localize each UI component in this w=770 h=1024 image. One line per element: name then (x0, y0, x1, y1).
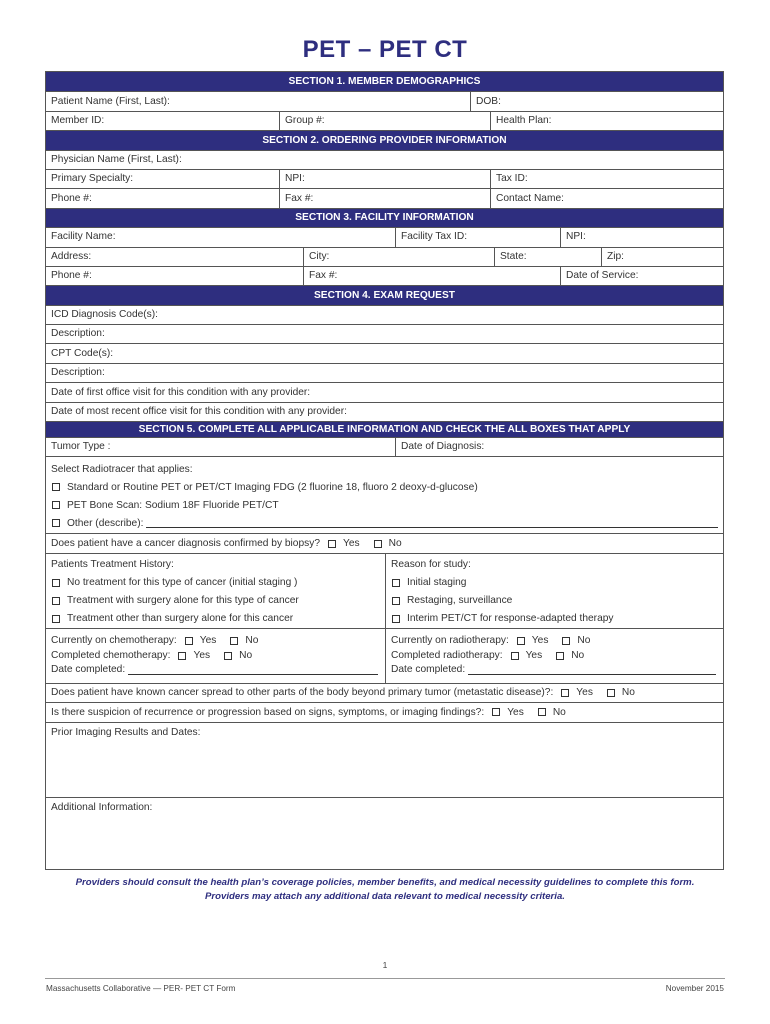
provider-notice (0, 876, 770, 904)
treatment-option-none[interactable]: No treatment for this type of cancer (initial staging ) (51, 574, 380, 592)
date-of-diagnosis-field[interactable]: Date of Diagnosis: (395, 438, 723, 456)
provider-phone-field[interactable]: Phone #: (51, 192, 92, 204)
exam-row-desc-2 (46, 363, 723, 382)
checkbox-recurrence-yes[interactable] (492, 708, 500, 716)
state-field[interactable]: State: (494, 248, 601, 266)
page-title: PET – PET CT (302, 36, 468, 63)
treatment-option-other[interactable]: Treatment other than surgery alone for this cancer (51, 610, 380, 628)
chemotherapy-group (46, 629, 386, 683)
member-row-1 (46, 91, 723, 110)
checkbox-no-treatment[interactable] (52, 579, 60, 587)
checkbox-biopsy-no[interactable] (374, 540, 382, 548)
biopsy-question: Does patient have a cancer diagnosis confirmed by biopsy? Yes No (51, 537, 402, 549)
biopsy-row (46, 533, 723, 552)
checkbox-recurrence-no[interactable] (538, 708, 546, 716)
notice-line-1: Providers should consult the health plan’s coverage policies, member benefits, and medical necessity guidelines to complete this form. (75, 877, 695, 888)
checkbox-other[interactable] (52, 519, 60, 527)
radiotracer-option-fdg[interactable]: Standard or Routine PET or PET/CT Imaging FDG (2 fluorine 18, fluoro 2 deoxy-d-glucose) (51, 478, 718, 496)
checkbox-interim-pet[interactable] (392, 615, 400, 623)
zip-field[interactable]: Zip: (601, 248, 723, 266)
provider-fax-field[interactable]: Fax #: (279, 189, 490, 207)
provider-row-3 (46, 188, 723, 207)
exam-row-cpt (46, 343, 723, 362)
prior-imaging-row (46, 722, 723, 797)
facility-tax-id-field[interactable]: Facility Tax ID: (395, 228, 560, 246)
provider-npi-field[interactable]: NPI: (279, 170, 490, 188)
other-describe-line[interactable] (146, 518, 718, 528)
footer-divider (45, 978, 725, 979)
checkbox-biopsy-yes[interactable] (328, 540, 336, 548)
treatment-history-group (46, 554, 386, 628)
reason-label: Reason for study: (391, 558, 471, 570)
radiotracer-group (46, 457, 723, 533)
reason-option-interim[interactable]: Interim PET/CT for response-adapted therapy (391, 610, 718, 628)
physician-name-field[interactable]: Physician Name (First, Last): (51, 153, 182, 165)
checkbox-surgery-alone[interactable] (52, 597, 60, 605)
address-field[interactable]: Address: (51, 250, 92, 262)
recent-visit-date-field[interactable]: Date of most recent office visit for this condition with any provider: (51, 405, 347, 417)
reason-for-study-group (386, 554, 723, 628)
primary-specialty-field[interactable]: Primary Specialty: (51, 173, 134, 185)
section-3-header-row (46, 208, 723, 227)
checkbox-radio-completed-yes[interactable] (511, 652, 519, 660)
completed-radio-line: Completed radiotherapy: Yes No (391, 649, 585, 661)
checkbox-radio-completed-no[interactable] (556, 652, 564, 660)
dob-field[interactable]: DOB: (470, 92, 723, 110)
completed-chemo-line: Completed chemotherapy: Yes No (51, 649, 253, 661)
radiotracer-option-other[interactable]: Other (describe): (51, 514, 718, 532)
section-4-header: SECTION 4. EXAM REQUEST (46, 286, 723, 304)
cpt-codes-field[interactable]: CPT Code(s): (51, 347, 114, 359)
section-5-header-row (46, 421, 723, 437)
facility-npi-field[interactable]: NPI: (560, 228, 723, 246)
treatment-option-surgery[interactable]: Treatment with surgery alone for this type of cancer (51, 592, 380, 610)
checkbox-metastatic-yes[interactable] (561, 689, 569, 697)
tax-id-field[interactable]: Tax ID: (490, 170, 723, 188)
cpt-description-field[interactable]: Description: (51, 367, 105, 379)
contact-name-field[interactable]: Contact Name: (490, 189, 723, 207)
checkbox-chemo-completed-yes[interactable] (178, 652, 186, 660)
checkbox-chemo-completed-no[interactable] (224, 652, 232, 660)
health-plan-field[interactable]: Health Plan: (490, 112, 723, 130)
recurrence-question: Is there suspicion of recurrence or progression based on signs, symptoms, or imaging findings?: Yes No (51, 706, 566, 718)
additional-info-field[interactable]: Additional Information: (51, 801, 153, 813)
section-2-header: SECTION 2. ORDERING PROVIDER INFORMATION (46, 131, 723, 149)
checkbox-metastatic-no[interactable] (607, 689, 615, 697)
exam-row-desc-1 (46, 324, 723, 343)
member-row-2 (46, 111, 723, 130)
radio-date-completed-line: Date completed: (391, 663, 718, 678)
page-number: 1 (382, 960, 388, 970)
additional-info-row (46, 797, 723, 869)
section-4-header-row (46, 285, 723, 304)
facility-name-field[interactable]: Facility Name: (51, 231, 116, 243)
facility-row-2 (46, 247, 723, 266)
radiotracer-option-bone-scan[interactable]: PET Bone Scan: Sodium 18F Fluoride PET/CT (51, 496, 718, 514)
radiotherapy-group (386, 629, 723, 683)
footer-form-name: Massachusetts Collaborative — PER- PET CT Form (46, 984, 236, 993)
checkbox-chemo-current-no[interactable] (230, 637, 238, 645)
facility-row-3 (46, 266, 723, 285)
checkbox-restaging[interactable] (392, 597, 400, 605)
section-2-header-row (46, 130, 723, 149)
radiotracer-row (46, 456, 723, 533)
radio-date-completed-input[interactable] (468, 665, 716, 675)
section-1-header: SECTION 1. MEMBER DEMOGRAPHICS (46, 72, 723, 91)
radiotracer-label: Select Radiotracer that applies: (51, 463, 193, 475)
group-field[interactable]: Group #: (279, 112, 490, 130)
section-5-header: SECTION 5. COMPLETE ALL APPLICABLE INFORMATION AND CHECK THE ALL BOXES THAT APPLY (46, 422, 723, 437)
checkbox-initial-staging[interactable] (392, 579, 400, 587)
facility-row-1 (46, 227, 723, 246)
current-chemo-line: Currently on chemotherapy: Yes No (51, 635, 259, 647)
prior-imaging-field[interactable]: Prior Imaging Results and Dates: (51, 726, 201, 738)
treatment-reason-row (46, 553, 723, 628)
checkbox-chemo-current-yes[interactable] (185, 637, 193, 645)
chemo-date-completed-input[interactable] (128, 665, 378, 675)
first-visit-date-field[interactable]: Date of first office visit for this condition with any provider: (51, 386, 311, 398)
tumor-type-field[interactable]: Tumor Type : (51, 441, 111, 453)
facility-phone-field[interactable]: Phone #: (51, 270, 92, 282)
checkbox-radio-current-no[interactable] (562, 637, 570, 645)
metastatic-row (46, 683, 723, 702)
checkbox-other-treatment[interactable] (52, 615, 60, 623)
chemo-date-completed-line: Date completed: (51, 663, 380, 678)
treatment-history-label: Patients Treatment History: (51, 558, 174, 570)
facility-fax-field[interactable]: Fax #: (303, 267, 560, 285)
tumor-row (46, 437, 723, 456)
footer-date: November 2015 (665, 984, 724, 993)
section-1-header-row (46, 72, 723, 91)
checkbox-radio-current-yes[interactable] (517, 637, 525, 645)
city-field[interactable]: City: (303, 248, 494, 266)
provider-row-1 (46, 150, 723, 169)
checkbox-bone-scan[interactable] (52, 501, 60, 509)
exam-row-first-visit (46, 382, 723, 401)
patient-name-field[interactable]: Patient Name (First, Last): (51, 95, 170, 107)
recurrence-row (46, 702, 723, 721)
section-3-header: SECTION 3. FACILITY INFORMATION (46, 209, 723, 227)
pet-ct-form (45, 71, 724, 870)
therapy-row (46, 628, 723, 683)
checkbox-fdg[interactable] (52, 483, 60, 491)
exam-row-recent-visit (46, 402, 723, 421)
notice-line-2: Providers may attach any additional data relevant to medical necessity criteria. (205, 891, 565, 902)
icd-description-field[interactable]: Description: (51, 328, 105, 340)
reason-option-restaging[interactable]: Restaging, surveillance (391, 592, 718, 610)
reason-option-initial[interactable]: Initial staging (391, 574, 718, 592)
current-radio-line: Currently on radiotherapy: Yes No (391, 635, 591, 647)
date-of-service-field[interactable]: Date of Service: (560, 267, 723, 285)
exam-row-icd (46, 305, 723, 324)
provider-row-2 (46, 169, 723, 188)
metastatic-question: Does patient have known cancer spread to other parts of the body beyond primary tumor (metastatic disease)?: Yes No (51, 687, 635, 699)
member-id-field[interactable]: Member ID: (51, 115, 105, 127)
icd-codes-field[interactable]: ICD Diagnosis Code(s): (51, 309, 159, 321)
